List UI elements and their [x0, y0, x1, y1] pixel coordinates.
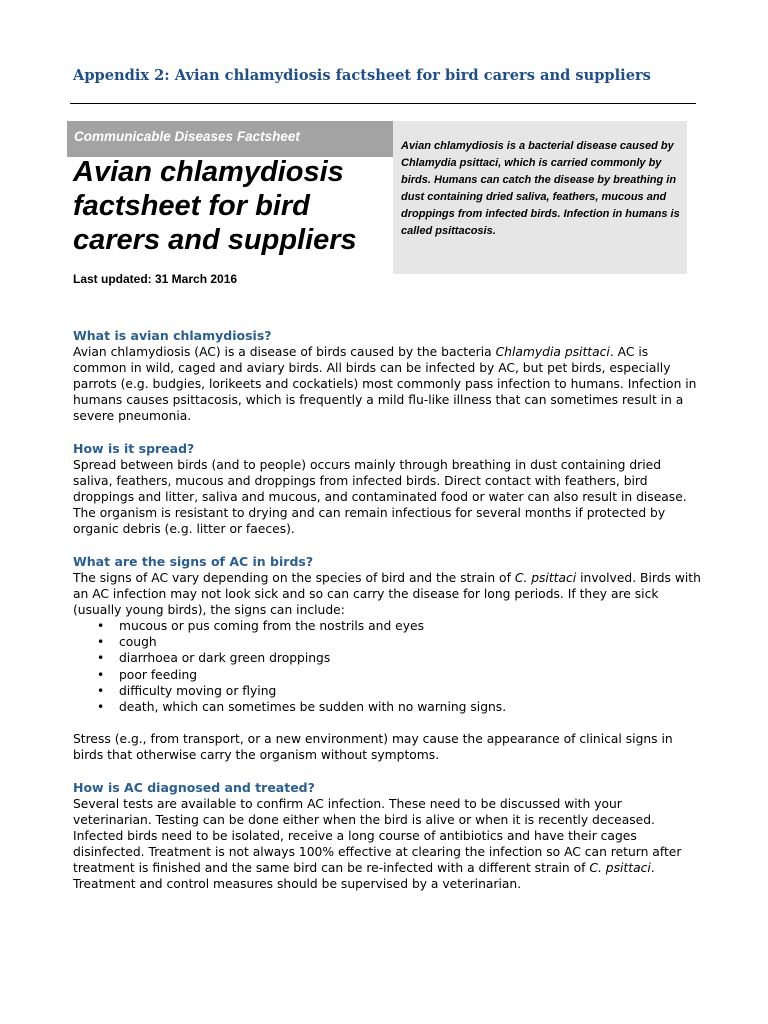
section-spread: [73, 441, 703, 537]
list-item: • death, which can sometimes be sudden with no warning signs.: [97, 699, 507, 714]
summary-box: [393, 121, 687, 274]
section-heading: How is it spread?: [73, 441, 195, 456]
bullet-icon: •: [97, 651, 105, 666]
appendix-title: Appendix 2: Avian chlamydiosis factsheet for bird carers and suppliers: [73, 67, 651, 84]
signs-list: [73, 618, 703, 715]
section-signs: [73, 554, 703, 763]
section-body: Spread between birds (and to people) occurs mainly through breathing in dust containing dried saliva, feathers, mucous and droppings from infected birds. Direct contact with feathers, bird droppings and litter, saliva and mucous, and contaminated food or water can also result in disease. The organism is resistant to drying and can remain infectious for several months if protected by organic debris (e.g. litter or faeces).: [73, 458, 687, 537]
list-item: • mucous or pus coming from the nostrils and eyes: [97, 619, 424, 634]
section-body: The signs of AC vary depending on the species of bird and the strain of C. psittaci involved. Birds with an AC infection may not look sick and so can carry the disease for long periods. If they are sick (usually young birds), the signs can include:: [73, 571, 701, 618]
factsheet-title: Avian chlamydiosis factsheet for bird carers and suppliers: [73, 156, 357, 256]
section-diagnosis: [73, 780, 703, 893]
list-item: • diarrhoea or dark green droppings: [97, 651, 331, 666]
bullet-icon: •: [97, 667, 105, 682]
header-divider: [70, 103, 696, 104]
list-item: • difficulty moving or flying: [97, 683, 277, 698]
section-body: Avian chlamydiosis (AC) is a disease of birds caused by the bacteria Chlamydia psittaci. AC is common in wild, caged and aviary birds. All birds can be infected by AC, but pet birds, especially parrots (e.g. budgies, lorikeets and cockatiels) most commonly pass infection to humans. Infection in humans causes psittacosis, which is frequently a mild flu-like illness that can sometimes result in a severe pneumonia.: [73, 345, 697, 424]
last-updated: Last updated: 31 March 2016: [73, 272, 238, 286]
list-item: • poor feeding: [97, 667, 198, 682]
summary-text: Avian chlamydiosis is a bacterial disease caused by Chlamydia psittaci, which is carried commonly by birds. Humans can catch the disease by breathing in dust containing dried saliva, feathers, mucous and droppings from infected birds. Infection in humans is called psittacosis.: [401, 140, 680, 237]
bullet-icon: •: [97, 683, 105, 698]
section-heading: What are the signs of AC in birds?: [73, 554, 314, 569]
bullet-icon: •: [97, 619, 105, 634]
bullet-icon: •: [97, 699, 105, 714]
list-item: • cough: [97, 635, 157, 650]
stress-note: Stress (e.g., from transport, or a new environment) may cause the appearance of clinical signs in birds that otherwise carry the organism without symptoms.: [73, 731, 673, 762]
section-heading: What is avian chlamydiosis?: [73, 328, 272, 343]
factsheet-banner: [67, 121, 393, 157]
section-what-is: [73, 328, 703, 424]
factsheet-series-label: Communicable Diseases Factsheet: [74, 129, 300, 144]
section-body: Several tests are available to confirm AC infection. These need to be discussed with your veterinarian. Testing can be done either when the bird is alive or when it is recently deceased. Infected birds need to be isolated, receive a long course of antibiotics and have their cages disinfected. Treatment is not always 100% effective at clearing the infection so AC can return after treatment is finished and the same bird can be re-infected with a different strain of C. psittaci. Treatment and control measures should be supervised by a veterinarian.: [73, 797, 682, 892]
bullet-icon: •: [97, 635, 105, 650]
section-heading: How is AC diagnosed and treated?: [73, 780, 315, 795]
